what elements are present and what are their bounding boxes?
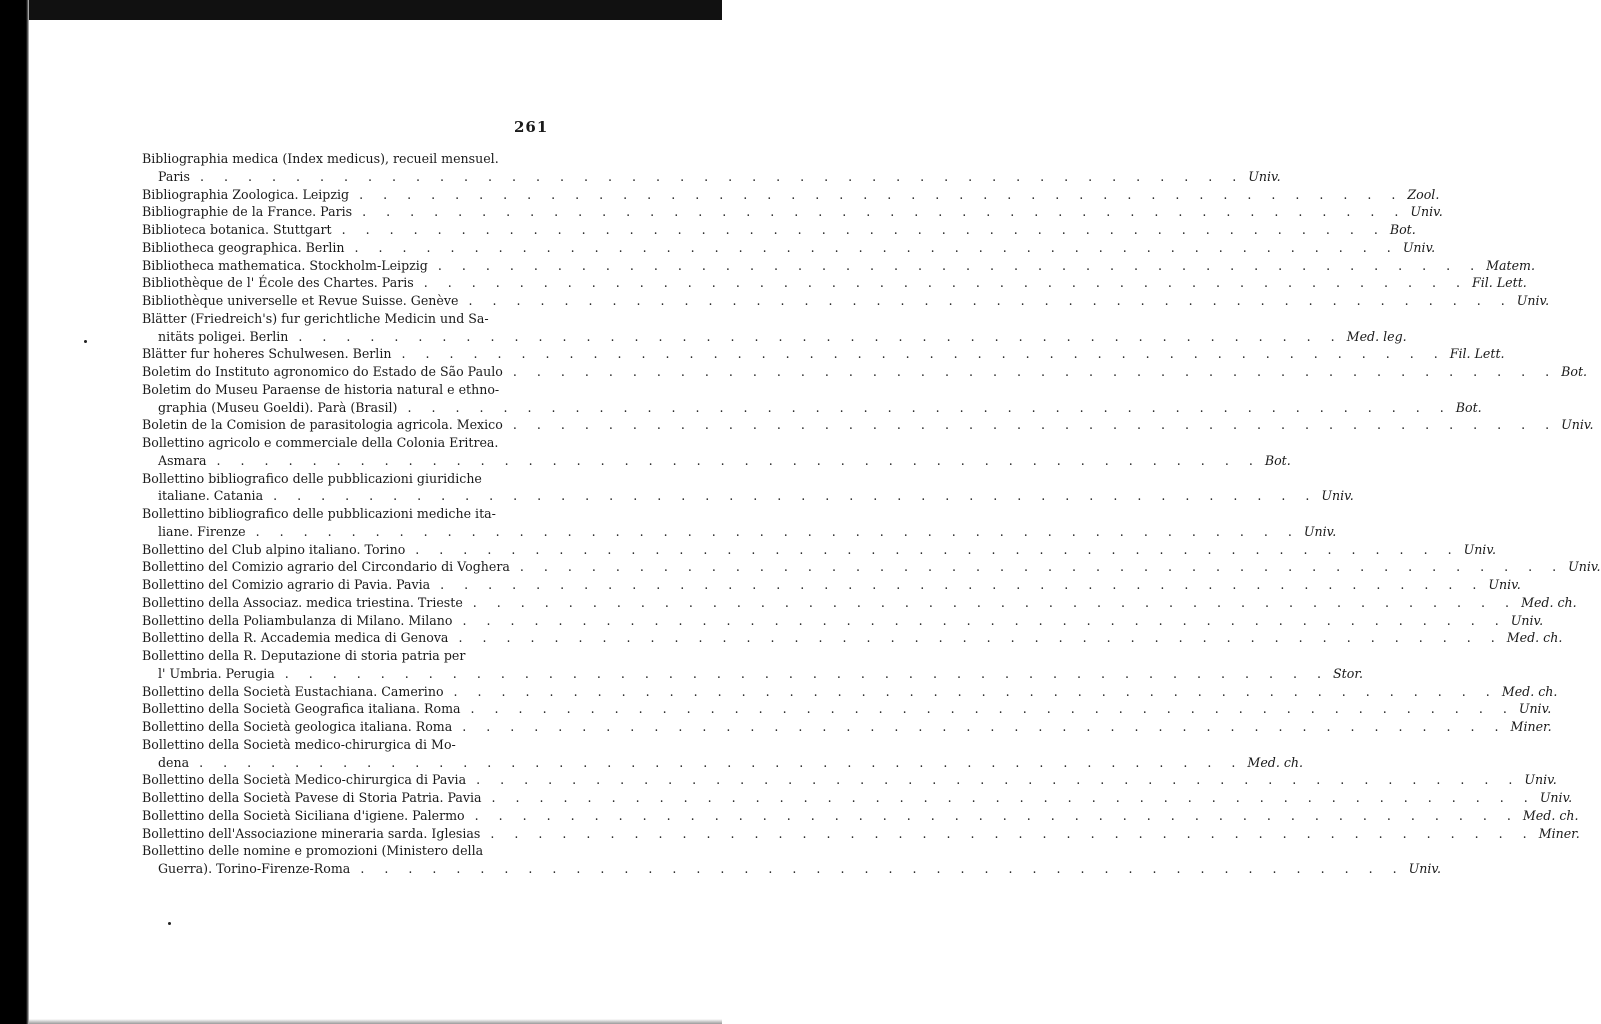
list-entry bbox=[142, 239, 1436, 257]
entry-title-line bbox=[142, 257, 1536, 275]
entry-title-line bbox=[142, 789, 1573, 807]
entry-title-text: Bibliographia Zoologica. Leipzig bbox=[142, 186, 350, 202]
dot-leader bbox=[463, 594, 1517, 612]
entry-continuation-line bbox=[142, 399, 1482, 417]
list-entry bbox=[142, 612, 1544, 630]
entry-title-text: Bollettino dell'Associazione mineraria sarda. Iglesias bbox=[142, 825, 481, 841]
entry-continuation-line bbox=[142, 754, 1304, 772]
dot-leader bbox=[263, 487, 1317, 505]
entry-title-text: Bollettino della R. Deputazione di storia patria per bbox=[142, 648, 466, 663]
periodicals-list bbox=[142, 150, 1601, 878]
library-abbreviation: Univ. bbox=[1410, 204, 1443, 220]
list-entry bbox=[142, 647, 1363, 683]
library-abbreviation: Fil. Lett. bbox=[1449, 346, 1505, 362]
entry-title-line bbox=[142, 434, 542, 452]
entry-title-line bbox=[142, 807, 1579, 825]
entry-title-line bbox=[142, 647, 542, 665]
dot-leader bbox=[465, 807, 1519, 825]
list-entry bbox=[142, 771, 1557, 789]
library-abbreviation: Univ. bbox=[1248, 168, 1281, 184]
entry-title-line bbox=[142, 221, 1416, 239]
list-entry bbox=[142, 683, 1558, 701]
list-entry bbox=[142, 221, 1416, 239]
library-abbreviation: Med. ch. bbox=[1501, 683, 1558, 699]
dot-leader bbox=[482, 789, 1536, 807]
entry-title-text: Asmara bbox=[158, 452, 207, 468]
dot-leader bbox=[397, 399, 1451, 417]
dot-leader bbox=[448, 629, 1502, 647]
dot-leader bbox=[190, 168, 1244, 186]
entry-title-line bbox=[142, 345, 1505, 363]
library-abbreviation: Med. leg. bbox=[1346, 328, 1407, 344]
entry-continuation-line bbox=[142, 523, 1337, 541]
library-abbreviation: Univ. bbox=[1463, 541, 1496, 557]
entry-title-text: Boletim do Museu Paraense de historia natural e ethno- bbox=[142, 381, 500, 397]
entry-title-line bbox=[142, 274, 1527, 292]
list-entry bbox=[142, 700, 1552, 718]
list-entry bbox=[142, 292, 1550, 310]
library-abbreviation: Med. ch. bbox=[1247, 754, 1304, 770]
list-entry bbox=[142, 576, 1521, 594]
list-entry bbox=[142, 416, 1594, 434]
library-abbreviation: Miner. bbox=[1510, 719, 1552, 734]
library-abbreviation: Med. ch. bbox=[1506, 630, 1563, 646]
list-entry bbox=[142, 558, 1601, 576]
entry-title-line bbox=[142, 683, 1558, 701]
dot-leader bbox=[288, 328, 1342, 346]
library-abbreviation: Univ. bbox=[1408, 861, 1441, 876]
entry-title-text: Bollettino della Società Medico-chirurgica di Pavia bbox=[142, 772, 467, 788]
entry-title-text: Bollettino della Società Geografica italiana. Roma bbox=[142, 701, 461, 717]
dot-leader bbox=[430, 576, 1484, 594]
entry-title-text: Blätter fur hoheres Schulwesen. Berlin bbox=[142, 346, 392, 362]
entry-title-line bbox=[142, 203, 1443, 221]
entry-title-line bbox=[142, 150, 542, 168]
library-abbreviation: Univ. bbox=[1518, 701, 1552, 717]
library-abbreviation: Univ. bbox=[1321, 488, 1354, 504]
list-entry bbox=[142, 842, 1441, 878]
entry-continuation-line bbox=[142, 665, 1363, 683]
entry-title-text: Boletin de la Comision de parasitologia agricola. Mexico bbox=[142, 417, 503, 433]
entry-title-line bbox=[142, 558, 1601, 576]
scan-shadow-bottom bbox=[29, 1019, 722, 1024]
dot-leader bbox=[414, 274, 1468, 292]
list-entry bbox=[142, 274, 1527, 292]
entry-title-line bbox=[142, 186, 1440, 204]
library-abbreviation: Univ. bbox=[1568, 559, 1601, 575]
entry-title-text: graphia (Museu Goeldi). Parà (Brasil) bbox=[158, 399, 398, 415]
entry-title-line bbox=[142, 505, 542, 523]
entry-title-text: Bollettino della Società medico-chirurgica di Mo- bbox=[142, 736, 456, 752]
library-abbreviation: Univ. bbox=[1524, 772, 1557, 788]
entry-title-text: Bollettino del Comizio agrario del Circondario di Voghera bbox=[142, 559, 510, 575]
entry-title-text: Bollettino della R. Accademia medica di Genova bbox=[142, 630, 449, 646]
entry-title-line bbox=[142, 736, 542, 754]
dot-leader bbox=[275, 665, 1329, 683]
dot-leader bbox=[480, 825, 1534, 843]
library-abbreviation: Univ. bbox=[1510, 612, 1544, 628]
list-entry bbox=[142, 470, 1354, 506]
dot-leader bbox=[428, 257, 1482, 275]
entry-title-line bbox=[142, 594, 1577, 612]
entry-title-line bbox=[142, 310, 542, 328]
library-abbreviation: Univ. bbox=[1303, 523, 1337, 539]
dot-leader bbox=[510, 558, 1564, 576]
library-abbreviation: Bot. bbox=[1561, 364, 1588, 379]
entry-title-text: Bollettino agricolo e commerciale della Colonia Eritrea. bbox=[142, 435, 499, 450]
list-entry bbox=[142, 150, 1281, 186]
list-entry bbox=[142, 736, 1304, 772]
entry-title-line bbox=[142, 292, 1550, 310]
list-entry bbox=[142, 789, 1573, 807]
entry-title-line bbox=[142, 381, 542, 399]
dot-leader bbox=[391, 345, 1445, 363]
entry-continuation-line bbox=[142, 168, 1281, 186]
entry-title-text: Bollettino bibliografico delle pubblicazioni giuridiche bbox=[142, 470, 482, 486]
library-abbreviation: Bot. bbox=[1264, 452, 1291, 468]
entry-title-line bbox=[142, 470, 542, 488]
library-abbreviation: Med. ch. bbox=[1522, 807, 1579, 823]
library-abbreviation: Stor. bbox=[1333, 665, 1363, 681]
scan-border-top bbox=[0, 0, 722, 20]
entry-title-text: Bollettino della Associaz. medica triestina. Trieste bbox=[142, 594, 463, 610]
entry-title-text: Bollettino della Società Pavese di Storia Patria. Pavia bbox=[142, 790, 482, 805]
entry-title-text: Guerra). Torino-Firenze-Roma bbox=[158, 861, 351, 876]
scan-speck bbox=[84, 340, 87, 343]
library-abbreviation: Zool. bbox=[1407, 186, 1440, 202]
list-entry bbox=[142, 505, 1337, 541]
entry-title-text: Bollettino delle nomine e promozioni (Ministero della bbox=[142, 843, 484, 859]
entry-title-line bbox=[142, 629, 1563, 647]
list-entry bbox=[142, 807, 1579, 825]
list-entry bbox=[142, 345, 1505, 363]
entry-title-line bbox=[142, 771, 1557, 789]
entry-title-line bbox=[142, 239, 1436, 257]
dot-leader bbox=[345, 239, 1399, 257]
dot-leader bbox=[452, 718, 1506, 736]
scan-border-left bbox=[0, 0, 29, 1024]
entry-title-line bbox=[142, 576, 1521, 594]
entry-title-text: italiane. Catania bbox=[158, 488, 264, 504]
entry-continuation-line bbox=[142, 328, 1407, 346]
entry-title-line bbox=[142, 612, 1544, 630]
dot-leader bbox=[444, 683, 1498, 701]
entry-title-line bbox=[142, 825, 1580, 843]
library-abbreviation: Univ. bbox=[1561, 417, 1594, 433]
dot-leader bbox=[405, 541, 1459, 559]
list-entry bbox=[142, 629, 1563, 647]
list-entry bbox=[142, 203, 1443, 221]
entry-title-text: Bibliotheca geographica. Berlin bbox=[142, 239, 345, 255]
entry-title-text: Boletim do Instituto agronomico do Estado de São Paulo bbox=[142, 364, 503, 379]
list-entry bbox=[142, 825, 1580, 843]
dot-leader bbox=[503, 363, 1557, 381]
entry-title-text: nitäts poligei. Berlin bbox=[158, 328, 289, 344]
page-number: 261 bbox=[514, 118, 549, 136]
dot-leader bbox=[207, 452, 1261, 470]
library-abbreviation: Univ. bbox=[1488, 577, 1521, 592]
library-abbreviation: Fil. Lett. bbox=[1472, 275, 1527, 291]
entry-title-line bbox=[142, 842, 542, 860]
dot-leader bbox=[466, 771, 1520, 789]
entry-continuation-line bbox=[142, 452, 1291, 470]
entry-title-line bbox=[142, 700, 1552, 718]
dot-leader bbox=[246, 523, 1300, 541]
dot-leader bbox=[350, 860, 1404, 878]
list-entry bbox=[142, 310, 1407, 346]
entry-title-line bbox=[142, 541, 1496, 559]
entry-title-text: Bollettino bibliografico delle pubblicazioni mediche ita- bbox=[142, 506, 496, 521]
entry-title-text: Bibliographia medica (Index medicus), recueil mensuel. bbox=[142, 151, 499, 166]
entry-title-text: Bollettino del Comizio agrario di Pavia. Pavia bbox=[142, 577, 431, 592]
library-abbreviation: Matem. bbox=[1486, 257, 1536, 273]
entry-title-text: l' Umbria. Perugia bbox=[158, 665, 275, 681]
entry-title-text: Bibliothèque universelle et Revue Suisse. Genève bbox=[142, 293, 459, 308]
entry-title-text: Paris bbox=[158, 168, 190, 184]
entry-title-text: Bibliotheca mathematica. Stockholm-Leipzig bbox=[142, 257, 428, 273]
entry-title-line bbox=[142, 363, 1588, 381]
entry-title-text: Biblioteca botanica. Stuttgart bbox=[142, 222, 332, 237]
entry-title-line bbox=[142, 718, 1552, 736]
dot-leader bbox=[349, 186, 1403, 204]
entry-title-text: Bibliothèque de l' École des Chartes. Paris bbox=[142, 275, 414, 291]
dot-leader bbox=[189, 754, 1243, 772]
list-entry bbox=[142, 434, 1291, 470]
library-abbreviation: Univ. bbox=[1516, 293, 1550, 308]
entry-title-text: Bollettino della Società Siciliana d'igiene. Palermo bbox=[142, 807, 465, 823]
entry-title-text: Blätter (Friedreich's) fur gerichtliche Medicin und Sa- bbox=[142, 310, 489, 326]
library-abbreviation: Miner. bbox=[1538, 825, 1580, 841]
entry-continuation-line bbox=[142, 860, 1441, 878]
dot-leader bbox=[352, 203, 1406, 221]
dot-leader bbox=[332, 221, 1386, 239]
list-entry bbox=[142, 257, 1536, 275]
entry-title-line bbox=[142, 416, 1594, 434]
entry-title-text: Bollettino della Società geologica italiana. Roma bbox=[142, 719, 453, 734]
dot-leader bbox=[452, 612, 1506, 630]
dot-leader bbox=[458, 292, 1512, 310]
library-abbreviation: Univ. bbox=[1402, 239, 1436, 255]
scan-speck bbox=[168, 922, 171, 925]
library-abbreviation: Bot. bbox=[1389, 222, 1416, 237]
entry-title-text: Bollettino della Poliambulanza di Milano. Milano bbox=[142, 612, 453, 628]
dot-leader bbox=[461, 700, 1515, 718]
entry-continuation-line bbox=[142, 487, 1354, 505]
entry-title-text: Bibliographie de la France. Paris bbox=[142, 204, 353, 220]
entry-title-text: Bollettino della Società Eustachiana. Camerino bbox=[142, 683, 444, 699]
entry-title-text: dena bbox=[158, 754, 190, 770]
list-entry bbox=[142, 363, 1588, 381]
library-abbreviation: Bot. bbox=[1455, 399, 1482, 415]
dot-leader bbox=[503, 416, 1557, 434]
library-abbreviation: Univ. bbox=[1539, 790, 1573, 805]
list-entry bbox=[142, 594, 1577, 612]
list-entry bbox=[142, 718, 1552, 736]
list-entry bbox=[142, 541, 1496, 559]
entry-title-text: liane. Firenze bbox=[158, 523, 246, 539]
list-entry bbox=[142, 381, 1482, 417]
library-abbreviation: Med. ch. bbox=[1521, 594, 1577, 610]
entry-title-text: Bollettino del Club alpino italiano. Torino bbox=[142, 541, 406, 557]
list-entry bbox=[142, 186, 1440, 204]
